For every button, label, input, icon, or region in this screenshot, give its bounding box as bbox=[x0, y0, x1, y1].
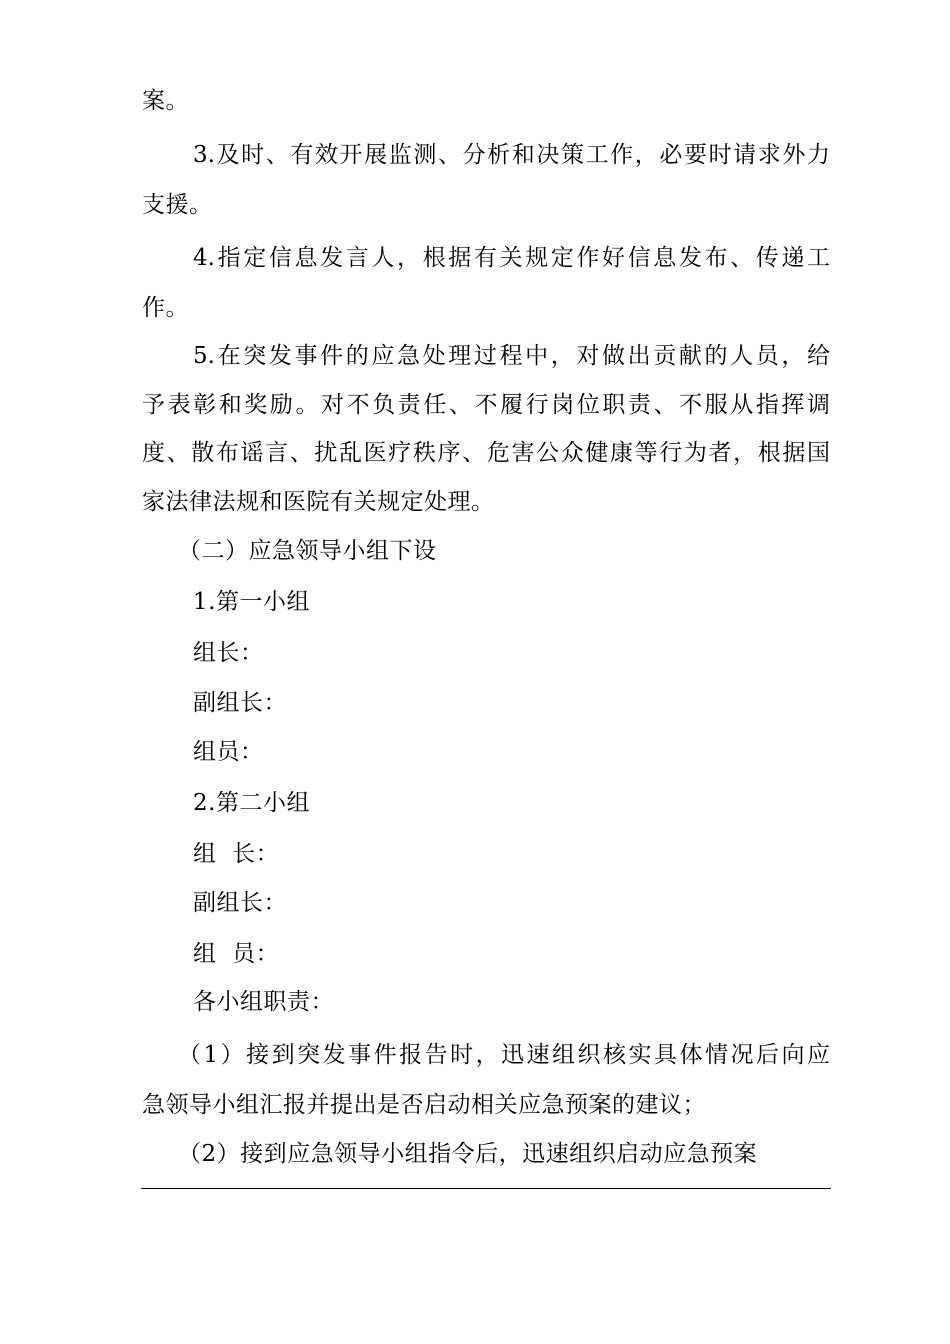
footer-divider bbox=[141, 1188, 831, 1189]
text-line: 4.指定信息发言人，根据有关规定作好信息发布、传递工 bbox=[193, 245, 830, 271]
text-line: 1.第一小组 bbox=[193, 589, 310, 615]
text-line: 3.及时、有效开展监测、分析和决策工作，必要时请求外力 bbox=[193, 142, 830, 168]
text-line: （2）接到应急领导小组指令后，迅速组织启动应急预案 bbox=[178, 1141, 758, 1167]
text-line: 组长： bbox=[193, 640, 264, 666]
text-line: 予表彰和奖励。对不负责任、不履行岗位职责、不服从指挥调 bbox=[142, 392, 830, 418]
text-line: 度、散布谣言、扰乱医疗秩序、危害公众健康等行为者，根据国 bbox=[142, 440, 830, 466]
text-line: 组 员： bbox=[193, 941, 280, 967]
text-line: 各小组职责： bbox=[193, 989, 334, 1015]
text-line: 2.第二小组 bbox=[193, 790, 310, 816]
text-line: 作。 bbox=[142, 295, 189, 321]
text-line: 组员： bbox=[193, 739, 264, 765]
text-line: 案。 bbox=[142, 88, 189, 114]
text-line: 副组长： bbox=[193, 890, 287, 916]
text-line: 支援。 bbox=[142, 192, 213, 218]
text-line: 5.在突发事件的应急处理过程中，对做出贡献的人员，给 bbox=[193, 343, 830, 369]
text-line: 家法律法规和医院有关规定处理。 bbox=[142, 489, 495, 515]
text-line: 急领导小组汇报并提出是否启动相关应急预案的建议； bbox=[142, 1092, 706, 1118]
text-line: 组 长： bbox=[193, 841, 280, 867]
text-line: 副组长： bbox=[193, 690, 287, 716]
section-heading: （二）应急领导小组下设 bbox=[178, 538, 437, 564]
text-line: （1）接到突发事件报告时，迅速组织核实具体情况后向应 bbox=[178, 1042, 830, 1068]
